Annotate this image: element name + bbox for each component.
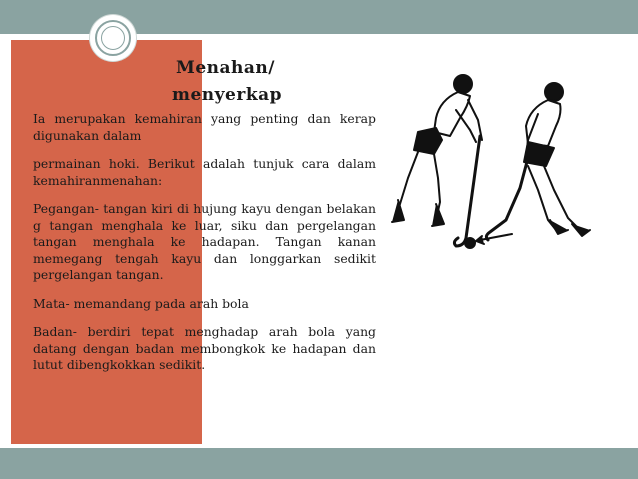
slide-title	[172, 55, 312, 109]
paragraph-body: Badan- berdiri tepat menghadap arah bola yang datang dengan badan membongkok ke hadapan dan lutut dibengkokkan sedikit.	[33, 324, 376, 372]
ornament-inner-ring	[101, 26, 125, 50]
paragraph-grip: Pegangan- tangan kiri di hujung kayu dengan belakan g tangan menghala ke luar, siku dan pergelangan tangan menghala ke hadapan. Tangan kanan memegang tengah kayu dan longgarkan sedikit pergelangan tangan.	[33, 201, 376, 282]
paragraph-intro: Ia merupakan kemahiran yang penting dan kerap digunakan dalam	[33, 111, 376, 143]
paragraph-eyes: Mata- memandang pada arah bola	[33, 295, 249, 311]
body-text	[33, 111, 376, 386]
circle-ornament-icon	[90, 15, 136, 61]
hockey-players-icon	[378, 70, 614, 260]
title-line-1: Menahan/	[176, 58, 275, 78]
title-line-2: menyerkap	[172, 85, 282, 105]
paragraph-context: permainan hoki. Berikut adalah tunjuk cara dalam kemahiranmenahan:	[33, 156, 376, 188]
bottom-bar	[0, 448, 638, 479]
